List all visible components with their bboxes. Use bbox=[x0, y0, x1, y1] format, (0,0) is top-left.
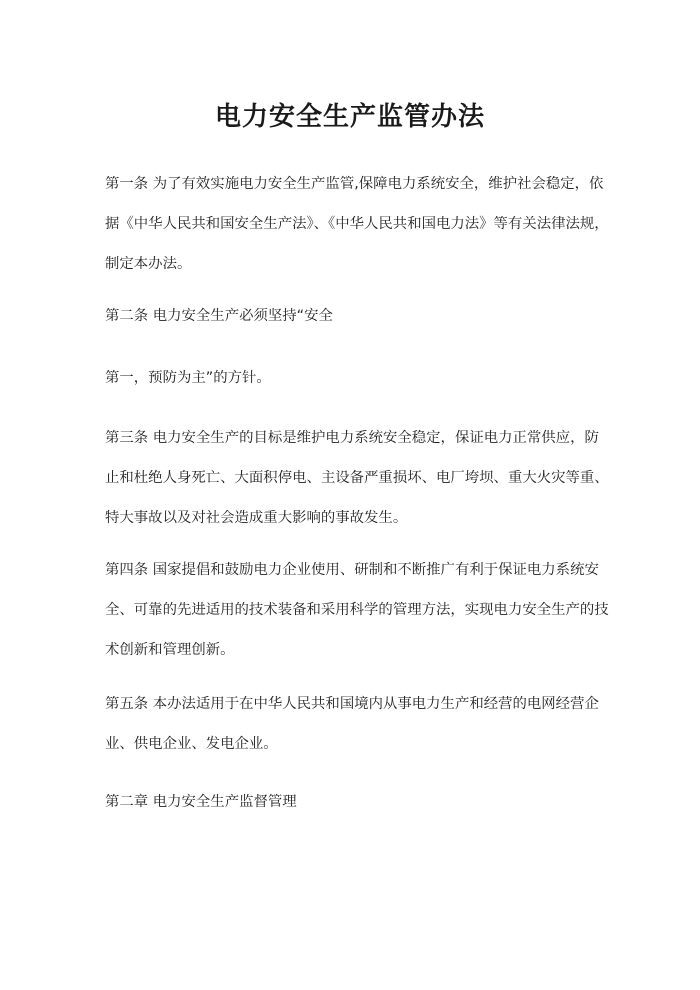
article-2 bbox=[105, 296, 600, 336]
text-line: 全、可靠的先进适用的技术装备和采用科学的管理方法，实现电力安全生产的技 bbox=[105, 602, 609, 618]
text-line: 业、供电企业、发电企业。 bbox=[105, 736, 278, 752]
text-line: 第一，预防为主”的方针。 bbox=[105, 370, 271, 386]
chapter-2-heading bbox=[105, 782, 600, 822]
article-5 bbox=[105, 684, 600, 764]
text-line: 第五条 本办法适用于在中华人民共和国境内从事电力生产和经营的电网经营企 bbox=[105, 696, 599, 712]
text-line: 第三条 电力安全生产的目标是维护电力系统安全稳定，保证电力正常供应，防 bbox=[105, 430, 599, 446]
article-4 bbox=[105, 550, 609, 670]
document-title: 电力安全生产监管办法 bbox=[214, 102, 485, 132]
text-line: 止和杜绝人身死亡、大面积停电、主设备严重损坏、电厂垮坝、重大火灾等重、 bbox=[105, 470, 609, 486]
text-line: 第二章 电力安全生产监督管理 bbox=[105, 794, 297, 810]
text-line: 第二条 电力安全生产必须坚持“安全 bbox=[105, 308, 333, 324]
article-2-continuation bbox=[105, 358, 600, 398]
text-line: 术创新和管理创新。 bbox=[105, 642, 235, 658]
text-line: 制定本办法。 bbox=[105, 256, 192, 272]
text-line: 第四条 国家提倡和鼓励电力企业使用、研制和不断推广有利于保证电力系统安 bbox=[105, 562, 599, 578]
text-line: 第一条 为了有效实施电力安全生产监管,保障电力系统安全，维护社会稳定，依 bbox=[105, 176, 604, 192]
text-line: 特大事故以及对社会造成重大影响的事故发生。 bbox=[105, 510, 408, 526]
text-line: 据《中华人民共和国安全生产法》、《中华人民共和国电力法》等有关法律法规， bbox=[105, 216, 609, 232]
article-1 bbox=[105, 164, 609, 284]
article-3 bbox=[105, 418, 609, 538]
